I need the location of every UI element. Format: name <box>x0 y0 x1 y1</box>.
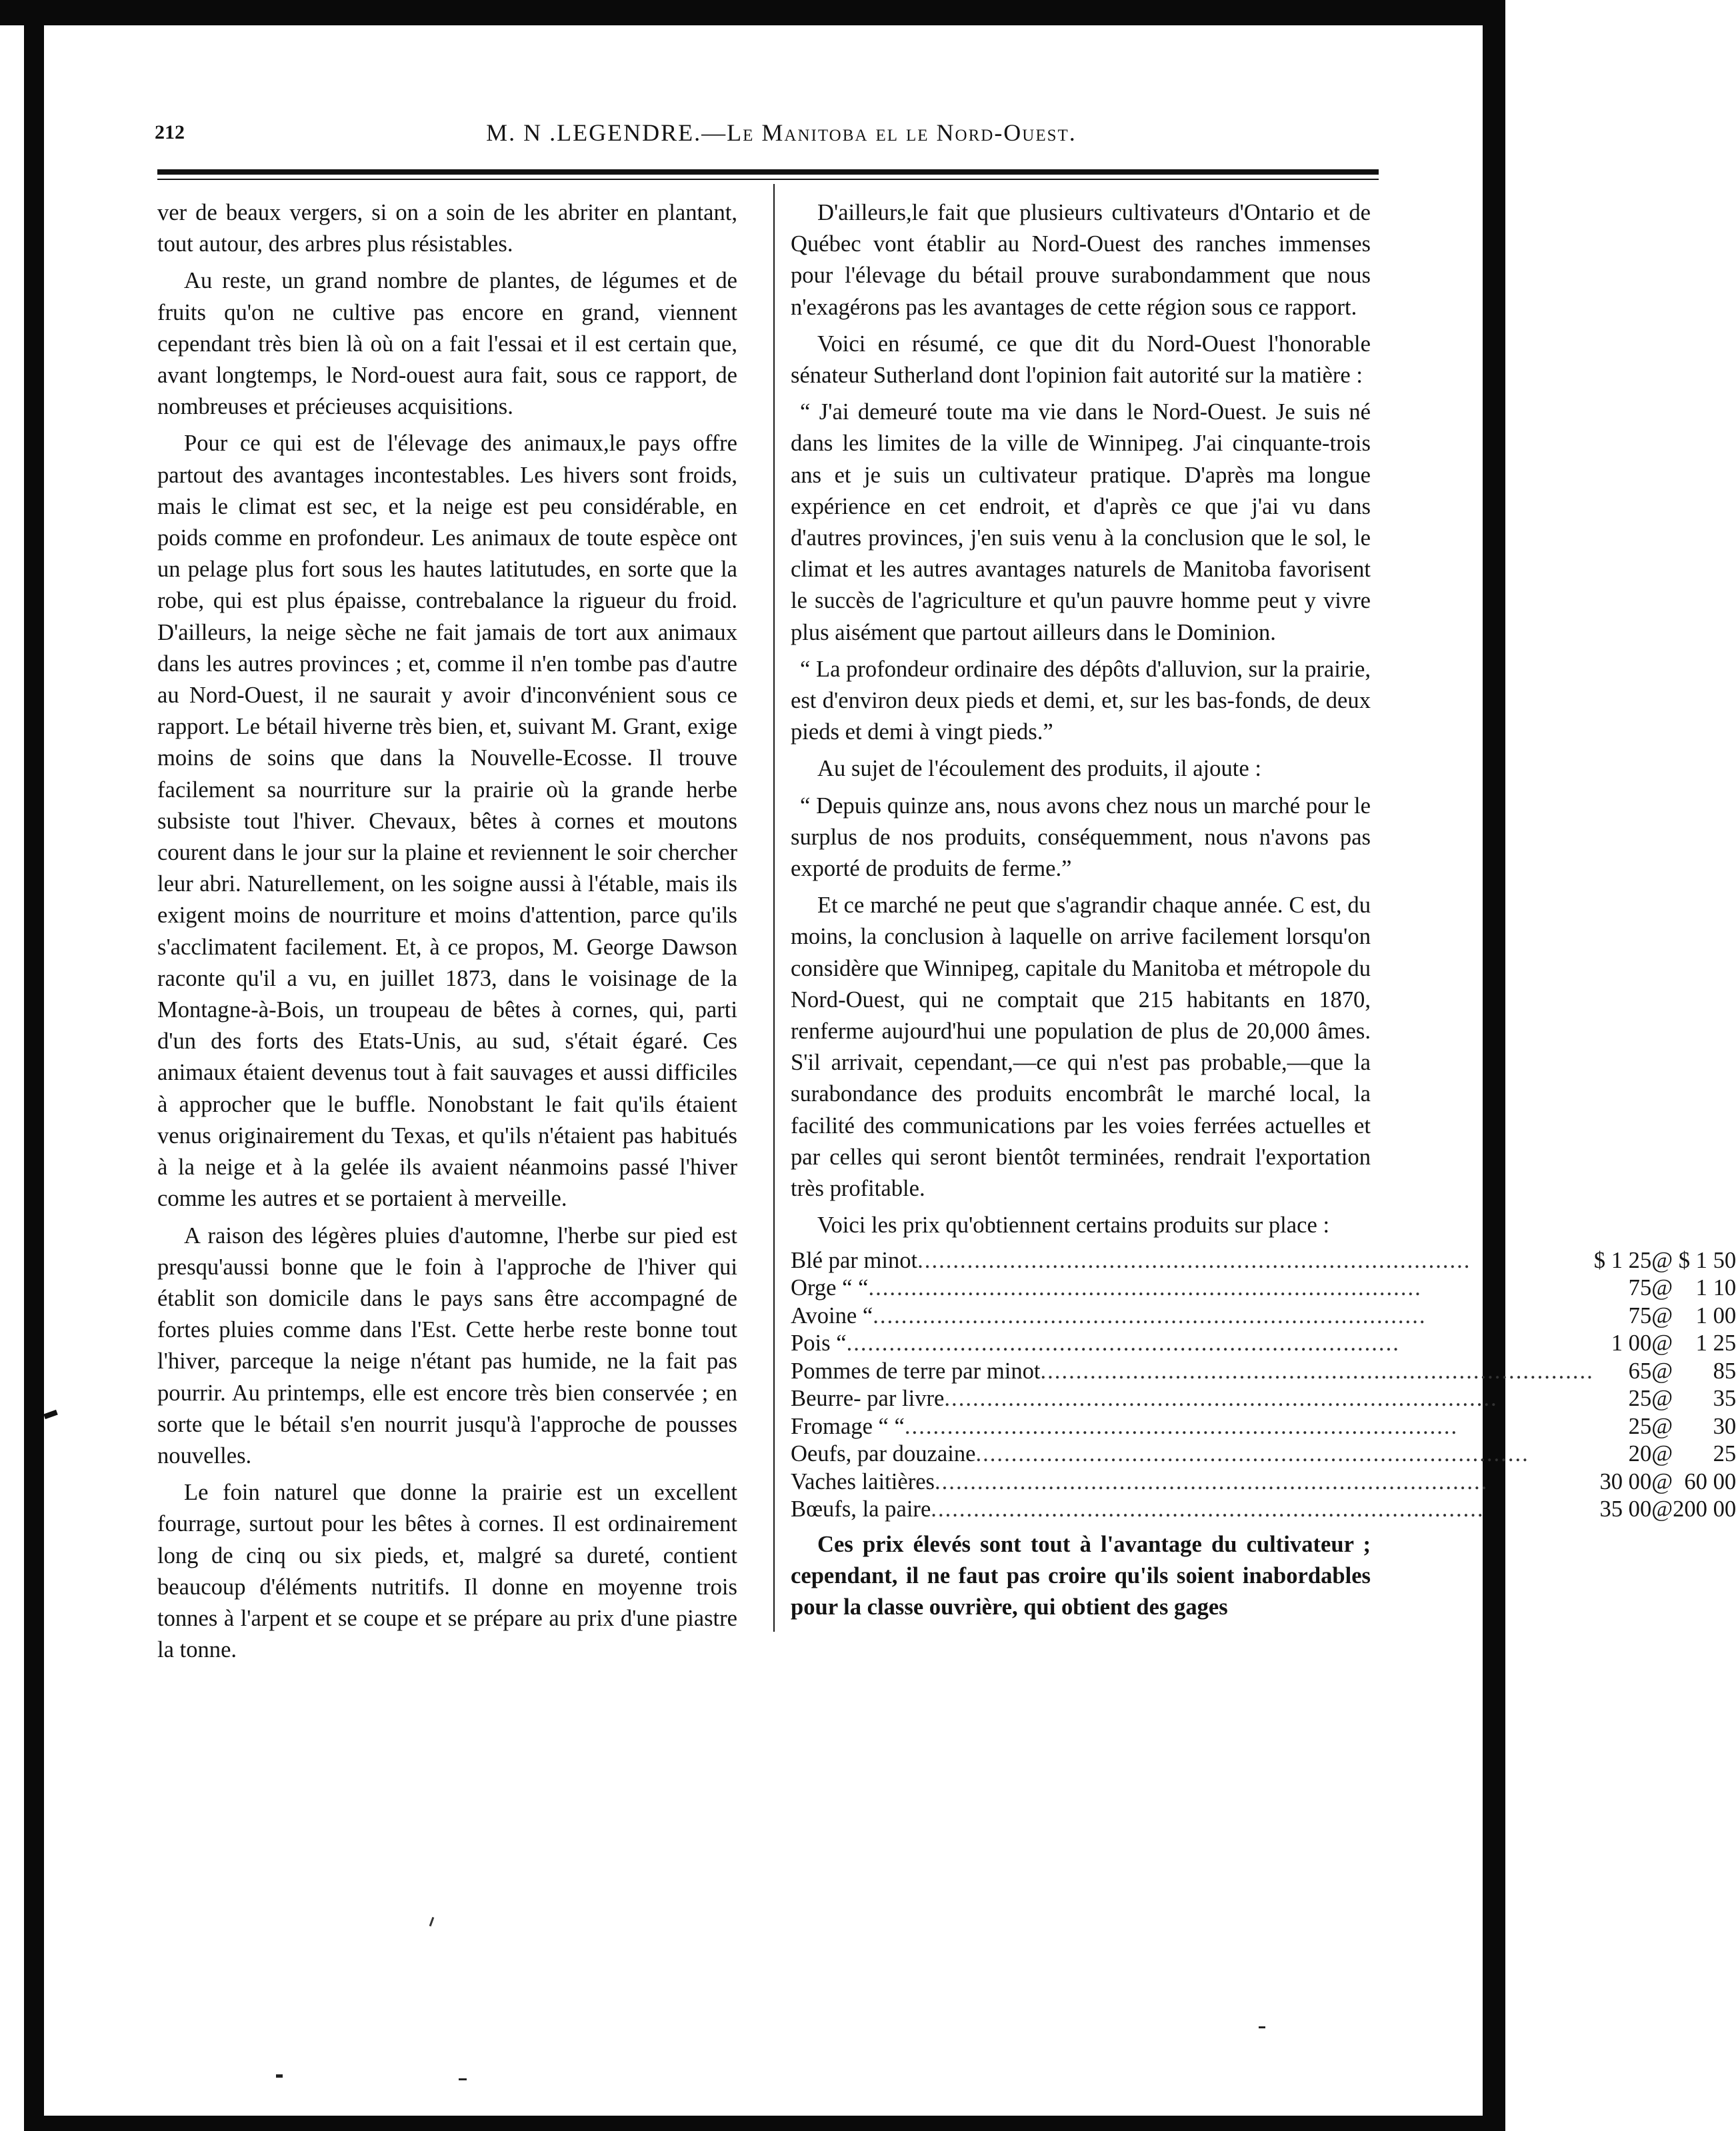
paragraph: D'ailleurs,le fait que plusieurs cultivateurs d'Ontario et de Québec vont établir au Nord-Ouest des ranches immenses pour l'élevage du bétail prouve surabondamment que nous n'exagérons pas les avantages de cette région sous ce rapport. <box>791 200 1371 320</box>
at-sign: @ <box>1651 1413 1673 1439</box>
price-high: 85 <box>1713 1358 1736 1384</box>
ink-speck <box>276 2074 283 2078</box>
margin-mark <box>43 1410 58 1419</box>
right-column <box>791 197 1736 1628</box>
ink-speck <box>429 1917 435 1926</box>
product-name: Oeufs, par douzaine <box>791 1441 976 1466</box>
price-low: 75 <box>1628 1302 1652 1328</box>
price-high: 1 00 <box>1695 1302 1736 1328</box>
price-high: 60 00 <box>1684 1468 1736 1494</box>
at-sign: @ <box>1651 1358 1673 1384</box>
price-high: 25 <box>1713 1441 1736 1466</box>
price-row <box>791 1496 1736 1524</box>
product-name: Pois “ <box>791 1330 847 1356</box>
price-row <box>791 1440 1736 1468</box>
leader-dots: .............................................................................. <box>873 1302 1427 1328</box>
paragraph: A raison des légères pluies d'automne, l'herbe sur pied est presqu'aussi bonne que le foin à l'approche de l'hiver qui établit son domicile dans le pays sans être accompagné de fortes pluies comme dans l'Est. Cette herbe reste bonne tout l'hiver, parceque la neige n'étant pas humide, ne la fait pas pourrir. Au printemps, elle est encore très bien conservée ; en sorte que le bétail s'en nourrit jusqu'à l'approche de pousses nouvelles. <box>157 1222 737 1468</box>
product-name: Bœufs, la paire <box>791 1496 931 1522</box>
price-high: 200 00 <box>1673 1496 1736 1522</box>
scan-edge-right <box>1483 0 1505 2131</box>
price-high: 1 10 <box>1695 1275 1736 1300</box>
leader-dots: .............................................................................. <box>944 1386 1498 1411</box>
price-low: 75 <box>1628 1275 1652 1300</box>
paragraph: Pour ce qui est de l'élevage des animaux,le pays offre partout des avantages incontestables. Les hivers sont froids, mais le climat est sec, et la neige est peu considérable, en poids comme en profondeur. Les animaux de toute espèce ont un pelage plus fort sous les hautes latitutudes, en sorte que la robe, qui est plus épaisse, contrebalance la rigueur du froid. D'ailleurs, la neige sèche ne fait jamais de tort aux animaux dans les autres provinces ; et, comme il n'en tombe pas d'autre au Nord-Ouest, il ne saurait y avoir d'inconvénient sous ce rapport. Le bétail hiverne très bien, et, suivant M. Grant, exige moins de soins que dans la Nouvelle-Ecosse. Il trouve facilement sa nourriture sur la prairie où la grande herbe subsiste tout l'hiver. Chevaux, bêtes à cornes et moutons courent dans le jour sur la plaine et reviennent le soir chercher leur abri. Naturellement, on les soigne aussi à l'étable, mais ils exigent moins de nourriture et moins d'attention, parce qu'ils s'acclimatent facilement. Et, à ce propos, M. George Dawson raconte qu'il a vu, en juillet 1873, dans le voisinage de la Montagne-à-Bois, un troupeau de bêtes à cornes, qui, parti d'un des forts des Etats-Unis, au sud, s'était égaré. Ces animaux étaient devenus tout à fait sauvages et aussi difficiles à approcher que le buffle. Nonobstant le fait qu'ils étaient venus originairement du Texas, et qu'ils n'étaient pas habitués à la neige et à la gelée ils avaient néanmoins passé l'hiver comme les autres et se portaient à merveille. <box>157 431 737 1212</box>
at-sign: @ <box>1651 1496 1673 1522</box>
paragraph: Ces prix élevés sont tout à l'avantage du cultivateur ; cependant, il ne faut pas croire qu'ils soient inabordables pour la classe ouvrière, qui obtient des gages <box>791 1531 1371 1620</box>
at-sign: @ <box>1651 1302 1673 1328</box>
at-sign: @ <box>1651 1247 1673 1273</box>
price-low: 25 <box>1628 1386 1652 1411</box>
price-high: 35 <box>1713 1386 1736 1411</box>
leader-dots: .............................................................................. <box>931 1496 1485 1522</box>
ink-speck <box>459 2078 467 2080</box>
paragraph: Au sujet de l'écoulement des produits, il ajoute : <box>817 756 1261 782</box>
price-low: 20 <box>1628 1441 1652 1466</box>
leader-dots: .............................................................................. <box>846 1330 1400 1356</box>
paragraph: Voici en résumé, ce que dit du Nord-Ouest l'honorable sénateur Sutherland dont l'opinion fait autorité sur la matière : <box>791 331 1371 389</box>
price-row <box>791 1330 1736 1358</box>
product-name: Blé par minot <box>791 1247 918 1273</box>
page-number: 212 <box>155 121 185 143</box>
scan-edge-top <box>0 0 1505 25</box>
quote-paragraph: “ J'ai demeuré toute ma vie dans le Nord-Ouest. Je suis né dans les limites de la ville de Winnipeg. J'ai cinquante-trois ans et je suis un cultivateur pratique. D'après ma longue expérience en cet endroit, et d'après ce que j'ai vu dans d'autres provinces, j'en suis venu à la conclusion que le sol, le climat et les autres avantages naturels de Manitoba favorisent le succès de l'agriculture et qu'un pauvre homme peut y vivre plus aisément que partout ailleurs dans le Dominion. <box>791 399 1371 645</box>
product-name: Fromage “ “ <box>791 1413 905 1439</box>
at-sign: @ <box>1651 1330 1673 1356</box>
price-table <box>791 1247 1736 1524</box>
price-low: 35 00 <box>1599 1496 1652 1522</box>
column-divider <box>773 184 775 1632</box>
price-row <box>791 1385 1736 1413</box>
paragraph: Et ce marché ne peut que s'agrandir chaque année. C est, du moins, la conclusion à laquelle on arrive facilement lorsqu'on considère que Winnipeg, capitale du Manitoba et métropole du Nord-Ouest, qui ne comptait que 215 habitants en 1870, renferme aujourd'hui une population de plus de 20,000 âmes. S'il arrivait, cependant,—ce qui n'est pas probable,—que la surabondance des produits encombrât le marché local, la facilité des communications par les voies ferrées actuelles et par celles qui seront bientôt terminées, rendrait l'exportation très profitable. <box>791 893 1371 1202</box>
price-low: 25 <box>1628 1413 1652 1439</box>
price-high: $ 1 50 <box>1678 1247 1736 1273</box>
header-rule-thick <box>157 169 1379 175</box>
leader-dots: .............................................................................. <box>1040 1358 1594 1384</box>
price-low: 1 00 <box>1611 1330 1652 1356</box>
leader-dots: .............................................................................. <box>917 1247 1471 1273</box>
price-low: 30 00 <box>1599 1468 1652 1494</box>
price-row <box>791 1468 1736 1496</box>
price-row <box>791 1302 1736 1330</box>
quote-paragraph: “ Depuis quinze ans, nous avons chez nous un marché pour le surplus de nos produits, conséquemment, nous n'avons pas exporté de produits de ferme.” <box>791 793 1371 882</box>
page-header <box>155 119 1408 159</box>
scan-edge-bottom <box>24 2116 1505 2131</box>
paragraph: Le foin naturel que donne la prairie est un excellent fourrage, surtout pour les bêtes à cornes. Il est ordinairement long de cinq ou six pieds, et, malgré sa dureté, contient beaucoup d'éléments nutritifs. Il donne en moyenne trois tonnes à l'arpent et se coupe et se prépare au prix d'une piastre la tonne. <box>157 1480 737 1663</box>
price-row <box>791 1358 1736 1386</box>
price-row <box>791 1247 1736 1275</box>
paragraph: ver de beaux vergers, si on a soin de les abriter en plantant, tout autour, des arbres plus résistables. <box>157 200 737 257</box>
header-rule-thin <box>157 179 1379 180</box>
product-name: Beurre- par livre <box>791 1386 945 1411</box>
running-head: M. N .LEGENDRE.—Le Manitoba el le Nord-Ouest. <box>486 119 1077 146</box>
leader-dots: .............................................................................. <box>868 1275 1422 1300</box>
product-name: Pommes de terre par minot <box>791 1358 1041 1384</box>
product-name: Avoine “ <box>791 1302 873 1328</box>
price-high: 1 25 <box>1695 1330 1736 1356</box>
leader-dots: .............................................................................. <box>975 1441 1529 1466</box>
at-sign: @ <box>1651 1441 1673 1466</box>
paragraph: Voici les prix qu'obtiennent certains produits sur place : <box>817 1212 1330 1238</box>
leader-dots: .............................................................................. <box>935 1468 1489 1494</box>
at-sign: @ <box>1651 1275 1673 1300</box>
leader-dots: .............................................................................. <box>904 1413 1459 1439</box>
ink-speck <box>1259 2026 1265 2028</box>
left-column <box>157 197 737 1671</box>
price-low: $ 1 25 <box>1593 1247 1652 1273</box>
product-name: Orge “ “ <box>791 1275 869 1300</box>
price-row <box>791 1274 1736 1302</box>
scan-edge-left <box>24 25 44 2131</box>
price-high: 30 <box>1713 1413 1736 1439</box>
paragraph: Au reste, un grand nombre de plantes, de légumes et de fruits qu'on ne cultive pas encore en grand, viennent cependant très bien là où on a fait l'essai et il est certain que, avant longtemps, le Nord-ouest aura fait, sous ce rapport, de nombreuses et précieuses acquisitions. <box>157 268 737 420</box>
price-low: 65 <box>1628 1358 1652 1384</box>
price-row <box>791 1413 1736 1441</box>
at-sign: @ <box>1651 1468 1673 1494</box>
at-sign: @ <box>1651 1386 1673 1411</box>
quote-paragraph: “ La profondeur ordinaire des dépôts d'alluvion, sur la prairie, est d'environ deux pieds et demi, et, sur les bas-fonds, de deux pieds et demi à vingt pieds.” <box>791 656 1371 745</box>
product-name: Vaches laitières <box>791 1468 935 1494</box>
